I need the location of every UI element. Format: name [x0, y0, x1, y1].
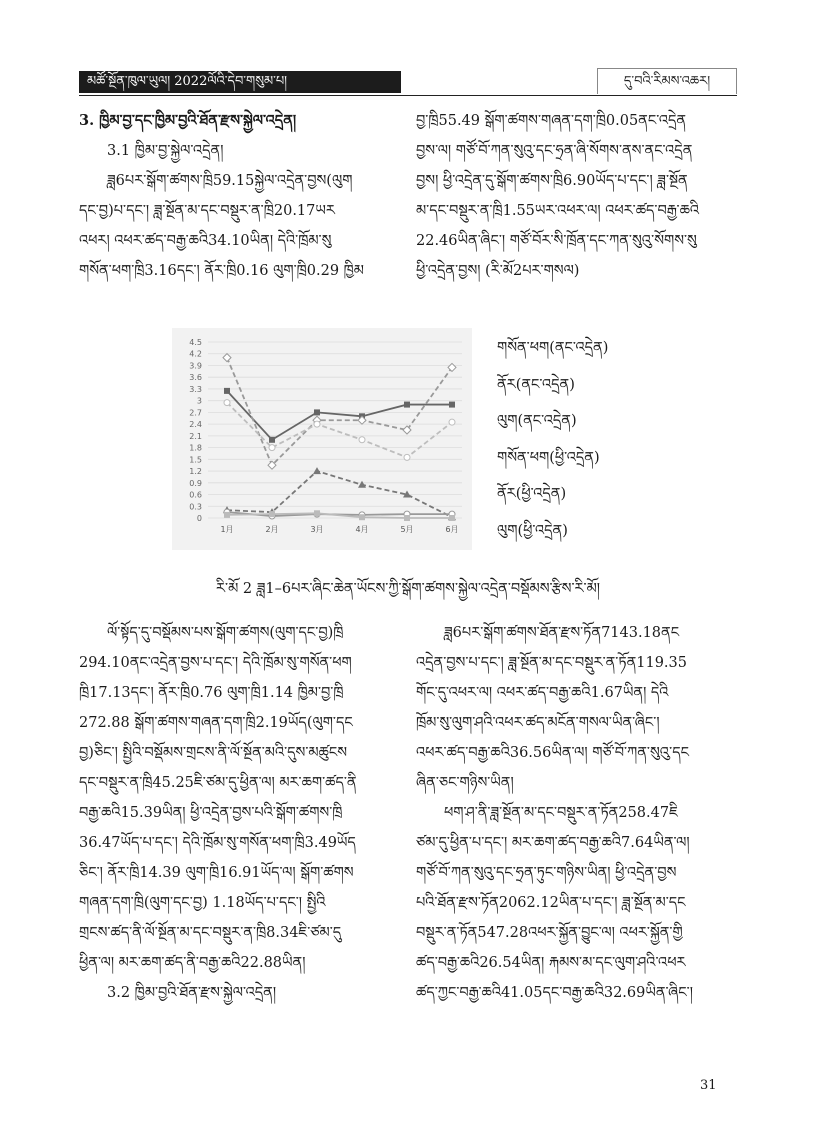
text-line: 22.46ཡིན་ཞིང་། གཙོ་བོར་སི་ཁྲོན་དང་ཀན་སུའུ་སོགས་སུ — [416, 233, 697, 249]
data-point — [269, 511, 275, 517]
legend-entry: ལུག(ནང་འདྲེན) — [497, 413, 577, 429]
text-line: ཚད་ཀྱང་བརྒྱ་ཆའི41.05དང་བརྒྱ་ཆའི32.69ཡིན་ཞིང་། — [416, 985, 693, 1001]
legend-entry: ནོར(ནང་འདྲེན) — [497, 376, 575, 393]
line-chart — [172, 328, 472, 550]
y-tick-label: 1.8 — [189, 443, 202, 453]
legend-entry: ལུག(ཕྱི་འདྲེན) — [497, 522, 568, 539]
data-point — [358, 481, 366, 488]
y-tick-label: 0.3 — [189, 502, 202, 512]
text-line: ཞིན་ཅང་གཉིས་ཡིན། — [416, 775, 514, 791]
data-point — [313, 467, 321, 474]
text-line: 272.88 སྒོག་ཚགས་གཞན་དག་ཁྲི2.19ཡོད(ལུག་དང — [79, 715, 353, 731]
series-line — [227, 403, 452, 458]
text-line: བྱས། ཕྱི་འདྲེན་དུ་སྒོག་ཚགས་ཁྲི6.90ཡོད་པ་དང་། ཟླ་སྔོན — [416, 173, 688, 189]
header-title-left: མཚོ་སྔོན་ཁུལ་ཡུལ། 2022ལོའི་དེབ་གསུམ་པ། — [79, 71, 401, 93]
data-point — [269, 445, 275, 451]
section-3-1-heading: 3.1 ཁྱིམ་བྱ་སྐྱེལ་འདྲེན། — [107, 143, 224, 159]
legend-entry: ནོར(ཕྱི་འདྲེན) — [497, 486, 567, 502]
y-tick-label: 2.4 — [189, 420, 202, 430]
text-line: གཞན་དག་ཁྲི(ལུག་དང་བྱ) 1.18ཡོད་པ་དང་། སྤྱིའི — [79, 895, 326, 911]
y-tick-label: 1.5 — [189, 455, 202, 465]
text-line: བསྡུར་ན་ཏོན547.28འཕར་སྐྱོན་བྱུང་ལ། འཕར་སྐྱོན་གྱི — [416, 925, 683, 941]
data-point — [269, 437, 275, 443]
chart-legend — [497, 330, 677, 549]
y-tick-label: 3.3 — [189, 384, 202, 394]
text-line: ཁྲོམ་སུ་ལུག་ཤའི་འཕར་ཚད་མངོན་གསལ་ཡིན་ཞིང་། — [416, 715, 660, 731]
text-line: ཁྲི17.13དང་། ནོར་ཁྲི0.76 ལུག་ཁྲི1.14 ཁྱིམ་བྱ་ཁྲི — [79, 685, 344, 701]
text-line: བརྒྱ་ཆའི15.39ཡིན། ཕྱི་འདྲེན་བྱས་པའི་སྒོག་ཚགས་ཁྲི — [79, 805, 343, 821]
data-point — [224, 388, 230, 394]
data-point — [314, 510, 320, 516]
data-point — [314, 409, 320, 415]
chart-figure — [172, 328, 472, 550]
y-tick-label: 3.6 — [189, 373, 202, 383]
text-line: ལོ་སྟོད་དུ་བསྡོམས་པས་སྒོག་ཚགས(ལུག་དང་བྱ)ཁྲི — [107, 625, 344, 641]
text-line: འདྲེན་བྱས་པ་དང་། ཟླ་སྔོན་མ་དང་བསྡུར་ན་ཏོན119.35 — [416, 655, 687, 671]
x-tick-label: 3月 — [310, 525, 324, 534]
y-tick-label: 1.2 — [189, 467, 202, 477]
data-point — [449, 419, 455, 425]
text-line: མ་དང་བསྡུར་ན་ཁྲི1.55ཡར་འཕར་ལ། འཕར་ཚད་བརྒྱ་ཆའི — [416, 203, 700, 219]
text-line: ཟླ6པར་སྒོག་ཚགས་ཐོན་རྫས་ཏོན7143.18ནང — [444, 625, 680, 641]
right-column-bottom — [416, 618, 738, 1008]
paragraph-1 — [79, 166, 401, 286]
text-line: པའི་ཐོན་རྫས་ཏོན2062.12ཡིན་པ་དང་། ཟླ་སྔོན་མ་དང — [416, 895, 686, 911]
paragraph-2 — [79, 618, 401, 978]
section-3-2-heading: 3.2 ཁྱིམ་བྱའི་ཐོན་རྫས་སྐྱེལ་འདྲེན། — [107, 985, 277, 1001]
page-number: 31 — [700, 1078, 717, 1093]
y-tick-label: 0 — [196, 514, 202, 523]
y-tick-label: 0.9 — [189, 478, 202, 488]
text-line: ཕྱིན་ལ། མར་ཆག་ཚད་ནི་བརྒྱ་ཆའི22.88ཡིན། — [79, 955, 306, 971]
figure-caption: རི་མོ 2 ཟླ1–6པར་ཞིང་ཆེན་ཡོངས་ཀྱི་སྒོག་ཚགས་སྐྱེལ་འདྲེན་བསྡོམས་རྩིས་རི་མོ། — [216, 581, 600, 597]
x-tick-label: 2月 — [265, 525, 279, 534]
x-tick-label: 5月 — [400, 525, 414, 534]
data-point — [404, 515, 410, 521]
y-tick-label: 4.5 — [189, 338, 202, 347]
text-line: གསོན་ཕག་ཁྲི3.16དང་། ནོར་ཁྲི0.16 ལུག་ཁྲི0.29 ཁྱིམ — [79, 263, 364, 279]
text-line: 36.47ཡོད་པ་དང་། དེའི་ཁྲོམ་སུ་གསོན་ཕག་ཁྲི3.49ཡོད — [79, 835, 356, 851]
header-title-right: དུ་བའི་རིམས་འཆར། — [597, 68, 737, 94]
x-tick-label: 1月 — [220, 525, 234, 534]
data-point — [449, 515, 455, 521]
y-tick-label: 2.7 — [189, 408, 202, 418]
data-point — [404, 402, 410, 408]
text-line: ཅིང་། ནོར་ཁྲི14.39 ལུག་ཁྲི16.91ཡོད་ལ། སྒོག་ཚགས — [79, 865, 354, 881]
data-point — [449, 402, 455, 408]
legend-entry: གསོན་ཕག(ནང་འདྲེན) — [497, 340, 609, 356]
y-tick-label: 3.9 — [189, 361, 202, 371]
left-column-top — [79, 106, 401, 286]
y-tick-label: 3 — [196, 396, 202, 406]
text-line: ཚད་བརྒྱ་ཆའི26.54ཡིན། རྐམས་མ་དང་ལུག་ཤའི་འཕར — [416, 955, 686, 971]
legend-entry: གསོན་ཕག(ཕྱི་འདྲེན) — [497, 449, 600, 466]
y-tick-label: 0.6 — [189, 490, 202, 500]
data-point — [359, 514, 365, 520]
text-line: ཕྱི་འདྲེན་བྱས། (རི་མོ2པར་གསལ) — [416, 263, 580, 279]
text-line: འཕར་ཚད་བརྒྱ་ཆའི36.56ཡིན་ལ། གཙོ་བོ་ཀན་སུའུ་དང — [416, 745, 689, 761]
y-tick-label: 4.2 — [189, 349, 202, 359]
text-line: ཟླ6པར་སྒོག་ཚགས་ཁྲི59.15སྐྱེལ་འདྲེན་བྱས(ལུག — [107, 173, 353, 189]
header-rule — [79, 95, 737, 96]
x-tick-label: 4月 — [355, 525, 369, 534]
text-line: ཕག་ཤ་ནི་ཟླ་སྔོན་མ་དང་བསྡུར་ན་ཏོན258.47ཇི — [444, 805, 678, 821]
text-line: བྱ)ཅིང་། སྤྱིའི་བསྡོམས་གྲངས་ནི་ལོ་སྔོན་མའི་དུས་མཚུངས — [79, 745, 348, 761]
text-line: དང་བསྡུར་ན་ཁྲི45.25ཇི་ཙམ་དུ་ཕྱིན་ལ། མར་ཆག་ཚད་ནི — [79, 775, 357, 791]
text-line: བྱ་ཁྲི55.49 སྒོག་ཚགས་གཞན་དག་ཁྲི0.05ནང་འདྲེན — [416, 113, 687, 129]
section-3-heading: 3. ཁྱིམ་བྱ་དང་ཁྱིམ་བྱའི་ཐོན་རྫས་སྐྱེལ་འདྲེན། — [79, 112, 297, 129]
left-column-bottom — [79, 618, 401, 1008]
x-tick-label: 6月 — [445, 525, 459, 534]
text-line: འཕར། འཕར་ཚད་བརྒྱ་ཆའི34.10ཡིན། དེའི་ཁྲོམ་སུ — [79, 233, 332, 249]
data-point — [224, 400, 230, 406]
text-line: གོང་དུ་འཕར་ལ། འཕར་ཚད་བརྒྱ་ཆའི1.67ཡིན། དེའི — [416, 685, 669, 701]
text-line: དང་བྱ)པ་དང་། ཟླ་སྔོན་མ་དང་བསྡུར་ན་ཁྲི20.17ཡར — [79, 203, 335, 219]
data-point — [314, 421, 320, 427]
right-column-top — [416, 106, 738, 286]
y-tick-label: 2.1 — [189, 431, 202, 441]
data-point — [223, 354, 231, 362]
data-point — [404, 454, 410, 460]
text-line: གཙོ་བོ་ཀན་སུའུ་དང་ཧྲན་ཏུང་གཉིས་ཡིན། ཕྱི་འདྲེན་བྱས — [416, 865, 677, 881]
data-point — [224, 512, 230, 518]
text-line: གྲངས་ཚད་ནི་ལོ་སྔོན་མ་དང་བསྡུར་ན་ཁྲི8.34ཇི་ཙམ་དུ — [79, 925, 342, 941]
data-point — [359, 437, 365, 443]
text-line: ཙམ་དུ་ཕྱིན་པ་དང་། མར་ཆག་ཚད་བརྒྱ་ཆའི7.64ཡིན་ལ། — [416, 835, 690, 851]
text-line: བྱས་ལ། གཙོ་བོ་ཀན་སུའུ་དང་ཧྲན་ཞི་སོགས་ནས་ནང་འདྲེན — [416, 143, 693, 159]
text-line: 294.10ནང་འདྲེན་བྱས་པ་དང་། དེའི་ཁྲོམ་སུ་གསོན་ཕག — [79, 655, 352, 671]
